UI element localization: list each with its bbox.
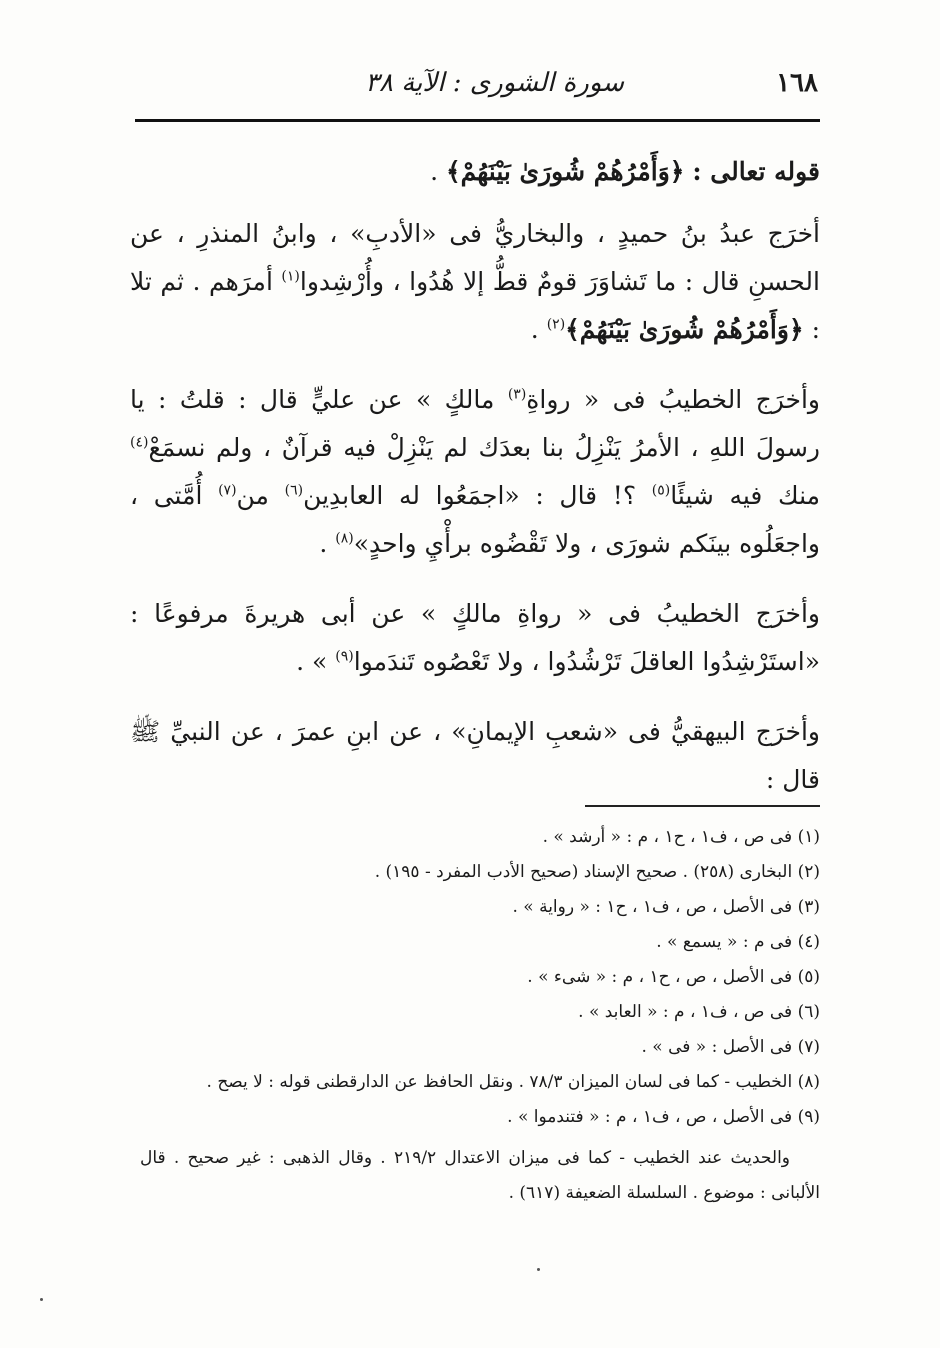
running-title: سورة الشورى : الآية ٣٨ [365, 68, 625, 98]
paragraph-ali [130, 376, 820, 568]
paragraph-text: أمرَهم . ثم تلا : [130, 267, 820, 344]
footnote-ref-1: (١) [281, 268, 300, 285]
paragraph-bayhaqi [130, 708, 820, 804]
footnote-ref-2: (٢) [546, 316, 566, 333]
quran-verse: ﴿وَأَمْرُهُمْ شُورَىٰ بَيْنَهُمْ﴾ [565, 315, 804, 344]
main-text [130, 148, 820, 826]
footnote-4: (٤) فى م : « يسمع » . [656, 932, 820, 952]
paragraph-verse-heading [130, 148, 820, 196]
footnote-9: (٩) فى الأصل ، ص ، ف١ ، م : « فتندموا » . [507, 1107, 820, 1127]
footnote-separator [585, 805, 820, 807]
period: . [319, 529, 328, 558]
paragraph-text: وأخرَج الخطيبُ فى « رواةِ مالكٍ » عن أبى هريرةَ مرفوعًا : «استَرْشِدُوا العاقلَ تَرْشُدُوا ، ولا تَعْصُوه تَندَموا [130, 599, 820, 676]
footnote-5: (٥) فى الأصل ، ص ، ح١ ، م : « شىء » . [527, 967, 820, 987]
footnote-ref-9: (٩) [335, 648, 354, 665]
footnote-ref-4: (٤) [130, 434, 149, 451]
footnote-1: (١) فى ص ، ف١ ، ح١ ، م : « أرشد » . [542, 827, 820, 847]
footnote-ref-7: (٧) [218, 482, 237, 499]
scan-speck [537, 1268, 540, 1271]
footnote-3: (٣) فى الأصل ، ص ، ف١ ، ح١ : « رواية » . [512, 897, 820, 917]
paragraph-text: ؟! قال : «اجمَعُوا له العابدِين [303, 481, 637, 510]
page-header [135, 62, 820, 122]
page-number: ١٦٨ [776, 68, 818, 98]
footnote-8: (٨) الخطيب - كما فى لسان الميزان ٧٨/٣ . ونقل الحافظ عن الدارقطنى قوله : لا يصح . [206, 1072, 820, 1092]
footnote-ref-6: (٦) [284, 482, 304, 499]
period: . [530, 315, 539, 344]
footnote-6: (٦) فى ص ، ف١ ، م : « العابد » . [578, 1002, 820, 1022]
footnote-ref-5: (٥) [651, 482, 671, 499]
paragraph-text: من [236, 481, 269, 510]
footnotes [140, 820, 820, 1211]
scan-speck [40, 1298, 43, 1301]
footnote-continuation: والحديث عند الخطيب - كما فى ميزان الاعتدال ٢١٩/٢ . وقال الذهبى : غير صحيح . قال الألبانى : موضوع . السلسلة الضعيفة (٦١٧) . [140, 1148, 820, 1203]
paragraph-abu-hurayra [130, 590, 820, 686]
period: » . [296, 647, 328, 676]
footnote-2: (٢) البخارى (٢٥٨) . صحيح الإسناد (صحيح الأدب المفرد - ١٩٥) . [374, 862, 820, 882]
paragraph-text: وأخرَج البيهقيُّ فى «شعبِ الإيمانِ» ، عن ابنِ عمرَ ، عن النبيِّ ﷺ قال : [130, 717, 820, 794]
paragraph-text: أُمَّتى ، واجعَلُوه بينَكم شورَى ، ولا تَقْضُوه برأْيِ واحدٍ» [130, 481, 820, 558]
paragraph-text: أخرَج عبدُ بنُ حميدٍ ، والبخاريُّ فى «الأدبِ» ، وابنُ المنذرِ ، عن الحسنِ قال : ما تَشاوَرَ قومٌ قطُّ إلا هُدُوا ، وأُرْشِدوا [130, 219, 820, 296]
verse-intro: قوله تعالى : [692, 157, 820, 186]
paragraph-hasan [130, 210, 820, 354]
paragraph-text: منك فيه شيئًا [670, 481, 821, 510]
footnote-ref-8: (٨) [335, 530, 354, 547]
footnote-7: (٧) فى الأصل : « فى » . [641, 1037, 820, 1057]
footnote-ref-3: (٣) [507, 386, 527, 403]
header-rule [135, 119, 820, 122]
quran-verse: ﴿وَأَمْرُهُمْ شُورَىٰ بَيْنَهُمْ﴾ [445, 157, 685, 186]
paragraph-text: وأخرَج الخطيبُ فى « رواةِ [526, 385, 820, 414]
period: . [430, 157, 439, 186]
paragraph-text: مالكٍ » عن عليٍّ قال : قلتُ : يا رسولَ اللهِ ، الأمرُ يَنْزِلُ بنا بعدَك لم يَنْزِلْ فيه قرآنٌ ، ولم نسمَعْ [130, 385, 820, 462]
